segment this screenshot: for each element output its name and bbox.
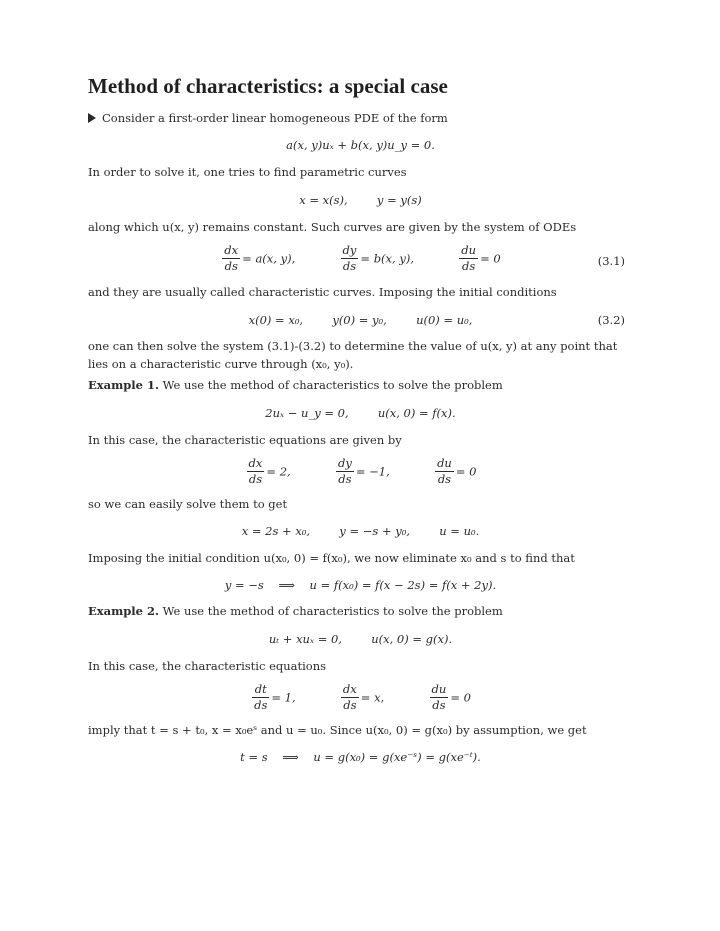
example-2-intro: [88, 604, 633, 618]
example-1-system: $\frac{dx}{ds}$ = 2, $\frac{dy}{ds}$ = −1, $\frac{du}{ds}$ = 0: [248, 456, 477, 486]
paragraph-then: one can then solve the system (3.1)-(3.2) to determine the value of u(x, y) at any point that lies on a characteristic curve through (x₀, y₀).: [88, 339, 618, 371]
equation-pde: a(x, y)uₓ + b(x, y)u_y = 0.: [286, 138, 435, 152]
paragraph-along: along which u(x, y) remains constant. Such curves are given by the system of ODEs: [88, 220, 577, 234]
paragraph-usually: and they are usually called characteristic curves. Imposing the initial conditions: [88, 285, 557, 299]
equation-system-3-1: $\frac{dx}{ds}$ = a(x, y), $\frac{dy}{ds}$ = b(x, y), $\frac{du}{ds}$ = 0: [224, 243, 501, 273]
example-2-imply: imply that t = s + t₀, x = x₀eˢ and u = u₀. Since u(x₀, 0) = g(x₀) by assumption, we get: [88, 723, 587, 737]
example-1-so: so we can easily solve them to get: [88, 497, 288, 511]
intro-text: Consider a first-order linear homogeneous PDE of the form: [102, 111, 448, 125]
fraction-dx-ds: $\frac{dx}{ds}$: [224, 243, 239, 273]
intro-line: [88, 111, 633, 125]
example-2-problem: uₜ + xuₓ = 0, u(x, 0) = g(x).: [268, 632, 453, 646]
example-2-text: We use the method of characteristics to solve the problem: [162, 604, 503, 618]
equation-3-2: x(0) = x₀, y(0) = y₀, u(0) = u₀,: [248, 313, 473, 327]
example-1-text: We use the method of characteristics to solve the problem: [162, 378, 503, 392]
equation-curves: x = x(s), y = y(s): [299, 193, 422, 207]
example-2-system: $\frac{dt}{ds}$ = 1, $\frac{dx}{ds}$ = x, $\frac{du}{ds}$ = 0: [254, 682, 471, 712]
example-1-impose: Imposing the initial condition u(x₀, 0) = f(x₀), we now eliminate x₀ and s to find that: [88, 551, 575, 565]
fraction-dy-ds: $\frac{dy}{ds}$: [342, 243, 357, 273]
equation-number-3-2: (3.2): [597, 313, 625, 327]
example-2-case: In this case, the characteristic equations: [88, 659, 327, 673]
example-1-problem: 2uₓ − u_y = 0, u(x, 0) = f(x).: [265, 406, 456, 420]
example-2-final: t = s ⟹ u = g(x₀) = g(xe⁻ˢ) = g(xe⁻ᵗ).: [240, 750, 481, 764]
fraction-du-ds: $\frac{du}{ds}$: [461, 243, 477, 273]
equation-number-3-1: (3.1): [597, 254, 625, 268]
example-1-case: In this case, the characteristic equations are given by: [88, 433, 402, 447]
example-1-intro: [88, 378, 633, 392]
example-1-label: Example 1.: [88, 378, 159, 392]
paragraph-solve: In order to solve it, one tries to find parametric curves: [88, 165, 407, 179]
bullet-arrow-icon: [88, 113, 96, 123]
example-2-label: Example 2.: [88, 604, 159, 618]
page-title: Method of characteristics: a special case: [88, 74, 448, 98]
example-1-final: y = −s ⟹ u = f(x₀) = f(x − 2s) = f(x + 2y).: [224, 578, 497, 592]
example-1-solution: x = 2s + x₀, y = −s + y₀, u = u₀.: [241, 524, 480, 538]
